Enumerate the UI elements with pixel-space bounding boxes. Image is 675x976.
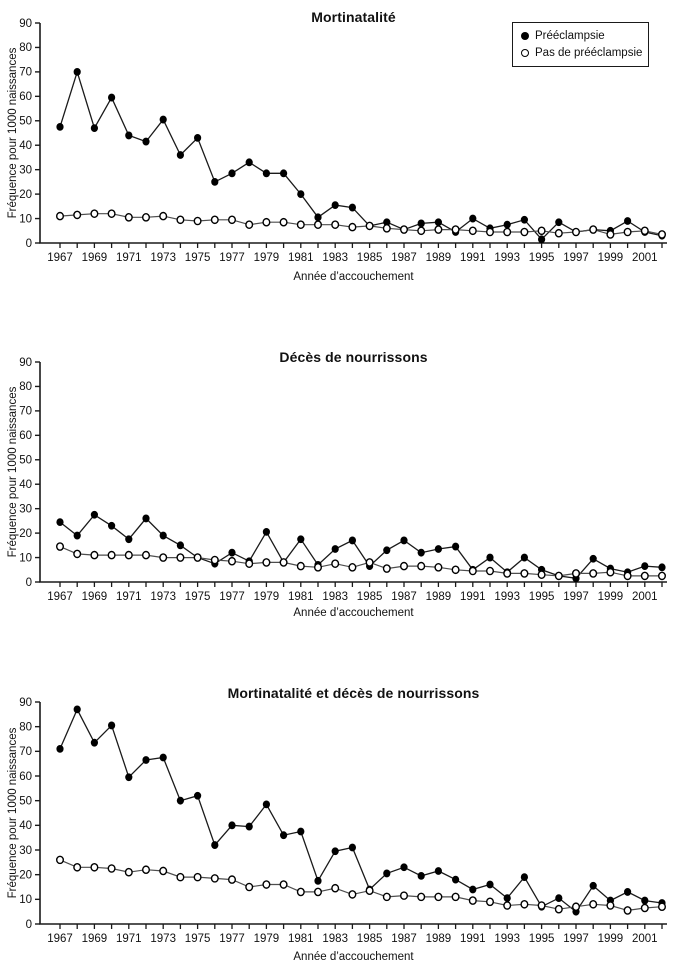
svg-text:1979: 1979 bbox=[253, 252, 280, 264]
chart-deces-nourrissons bbox=[0, 330, 675, 640]
chart-title: Mortinatalité et décès de nourrissons bbox=[227, 685, 480, 701]
svg-text:10: 10 bbox=[19, 894, 32, 907]
svg-text:1983: 1983 bbox=[322, 591, 348, 603]
svg-text:1979: 1979 bbox=[253, 933, 280, 945]
svg-text:1981: 1981 bbox=[288, 252, 314, 264]
svg-text:50: 50 bbox=[19, 795, 32, 808]
svg-text:30: 30 bbox=[19, 503, 32, 516]
legend-item-preeclampsie bbox=[521, 27, 648, 44]
chart-title: Décès de nourrissons bbox=[279, 349, 428, 365]
svg-text:60: 60 bbox=[19, 770, 32, 783]
svg-text:80: 80 bbox=[19, 721, 32, 734]
svg-text:60: 60 bbox=[19, 430, 32, 443]
svg-text:1987: 1987 bbox=[391, 591, 417, 603]
plot-area-mortinatalite-et-deces bbox=[0, 660, 675, 976]
svg-text:1999: 1999 bbox=[597, 591, 624, 603]
svg-text:1989: 1989 bbox=[425, 933, 452, 945]
legend-label: Prééclampsie bbox=[535, 29, 605, 42]
svg-text:1983: 1983 bbox=[322, 252, 348, 264]
svg-text:1999: 1999 bbox=[597, 252, 624, 264]
svg-text:1969: 1969 bbox=[81, 591, 108, 603]
svg-text:40: 40 bbox=[19, 479, 32, 492]
svg-text:1969: 1969 bbox=[81, 933, 108, 945]
svg-text:60: 60 bbox=[19, 91, 32, 104]
svg-text:50: 50 bbox=[19, 454, 32, 467]
legend bbox=[512, 22, 649, 67]
svg-text:20: 20 bbox=[19, 188, 32, 201]
svg-text:1971: 1971 bbox=[116, 933, 142, 945]
svg-text:1967: 1967 bbox=[47, 933, 73, 945]
svg-text:70: 70 bbox=[19, 746, 32, 759]
svg-text:1971: 1971 bbox=[116, 591, 142, 603]
svg-text:1997: 1997 bbox=[563, 591, 589, 603]
y-axis-label: Fréquence pour 1000 naissances bbox=[7, 727, 19, 899]
svg-text:1997: 1997 bbox=[563, 933, 589, 945]
x-axis-label: Année d’accouchement bbox=[293, 951, 414, 963]
svg-text:1993: 1993 bbox=[494, 933, 520, 945]
svg-text:1993: 1993 bbox=[494, 591, 520, 603]
svg-text:1995: 1995 bbox=[528, 591, 555, 603]
svg-text:30: 30 bbox=[19, 164, 32, 177]
svg-text:80: 80 bbox=[19, 381, 32, 394]
svg-text:0: 0 bbox=[25, 576, 32, 589]
svg-text:1979: 1979 bbox=[253, 591, 280, 603]
svg-text:0: 0 bbox=[25, 237, 32, 250]
y-axis-label: Fréquence pour 1000 naissances bbox=[7, 386, 19, 558]
svg-text:1975: 1975 bbox=[184, 252, 211, 264]
svg-text:90: 90 bbox=[19, 696, 32, 709]
x-axis-label: Année d’accouchement bbox=[293, 607, 414, 619]
svg-text:1975: 1975 bbox=[184, 933, 211, 945]
plot-area-deces-nourrissons bbox=[0, 330, 675, 640]
y-axis-label: Fréquence pour 1000 naissances bbox=[7, 47, 19, 219]
svg-text:2001: 2001 bbox=[632, 933, 658, 945]
svg-text:1977: 1977 bbox=[219, 591, 245, 603]
legend-label: Pas de prééclampsie bbox=[535, 46, 643, 59]
svg-text:1987: 1987 bbox=[391, 933, 417, 945]
svg-text:1981: 1981 bbox=[288, 591, 314, 603]
svg-text:1989: 1989 bbox=[425, 252, 452, 264]
svg-text:1991: 1991 bbox=[460, 591, 486, 603]
svg-text:40: 40 bbox=[19, 140, 32, 153]
svg-text:1969: 1969 bbox=[81, 252, 108, 264]
svg-text:90: 90 bbox=[19, 17, 32, 30]
svg-text:70: 70 bbox=[19, 66, 32, 79]
svg-text:1997: 1997 bbox=[563, 252, 589, 264]
svg-text:1991: 1991 bbox=[460, 933, 486, 945]
chart-mortinatalite bbox=[0, 0, 675, 300]
svg-text:10: 10 bbox=[19, 552, 32, 565]
svg-text:1973: 1973 bbox=[150, 252, 176, 264]
x-axis-label: Année d’accouchement bbox=[293, 271, 414, 283]
svg-text:1971: 1971 bbox=[116, 252, 142, 264]
legend-item-pas-de-preeclampsie bbox=[521, 44, 648, 61]
svg-text:2001: 2001 bbox=[632, 591, 658, 603]
svg-text:1973: 1973 bbox=[150, 591, 176, 603]
svg-text:1999: 1999 bbox=[597, 933, 624, 945]
svg-text:70: 70 bbox=[19, 405, 32, 418]
svg-text:1985: 1985 bbox=[356, 252, 383, 264]
svg-text:1995: 1995 bbox=[528, 252, 555, 264]
svg-text:40: 40 bbox=[19, 820, 32, 833]
svg-text:1977: 1977 bbox=[219, 252, 245, 264]
svg-text:1973: 1973 bbox=[150, 933, 176, 945]
filled-circle-icon bbox=[521, 32, 529, 40]
svg-text:30: 30 bbox=[19, 844, 32, 857]
svg-text:1985: 1985 bbox=[356, 933, 383, 945]
svg-text:90: 90 bbox=[19, 356, 32, 369]
open-circle-icon bbox=[521, 49, 529, 57]
svg-text:1995: 1995 bbox=[528, 933, 555, 945]
svg-text:2001: 2001 bbox=[632, 252, 658, 264]
svg-text:1989: 1989 bbox=[425, 591, 452, 603]
chart-mortinatalite-et-deces bbox=[0, 660, 675, 976]
svg-text:1981: 1981 bbox=[288, 933, 314, 945]
svg-text:1985: 1985 bbox=[356, 591, 383, 603]
chart-title: Mortinatalité bbox=[311, 9, 396, 25]
svg-text:20: 20 bbox=[19, 527, 32, 540]
svg-text:50: 50 bbox=[19, 115, 32, 128]
svg-text:1975: 1975 bbox=[184, 591, 211, 603]
svg-text:10: 10 bbox=[19, 213, 32, 226]
svg-text:1967: 1967 bbox=[47, 591, 73, 603]
svg-text:0: 0 bbox=[25, 918, 32, 931]
svg-text:1967: 1967 bbox=[47, 252, 73, 264]
svg-text:1991: 1991 bbox=[460, 252, 486, 264]
svg-text:1977: 1977 bbox=[219, 933, 245, 945]
svg-text:1983: 1983 bbox=[322, 933, 348, 945]
svg-text:1987: 1987 bbox=[391, 252, 417, 264]
svg-text:20: 20 bbox=[19, 869, 32, 882]
svg-text:80: 80 bbox=[19, 42, 32, 55]
svg-text:1993: 1993 bbox=[494, 252, 520, 264]
